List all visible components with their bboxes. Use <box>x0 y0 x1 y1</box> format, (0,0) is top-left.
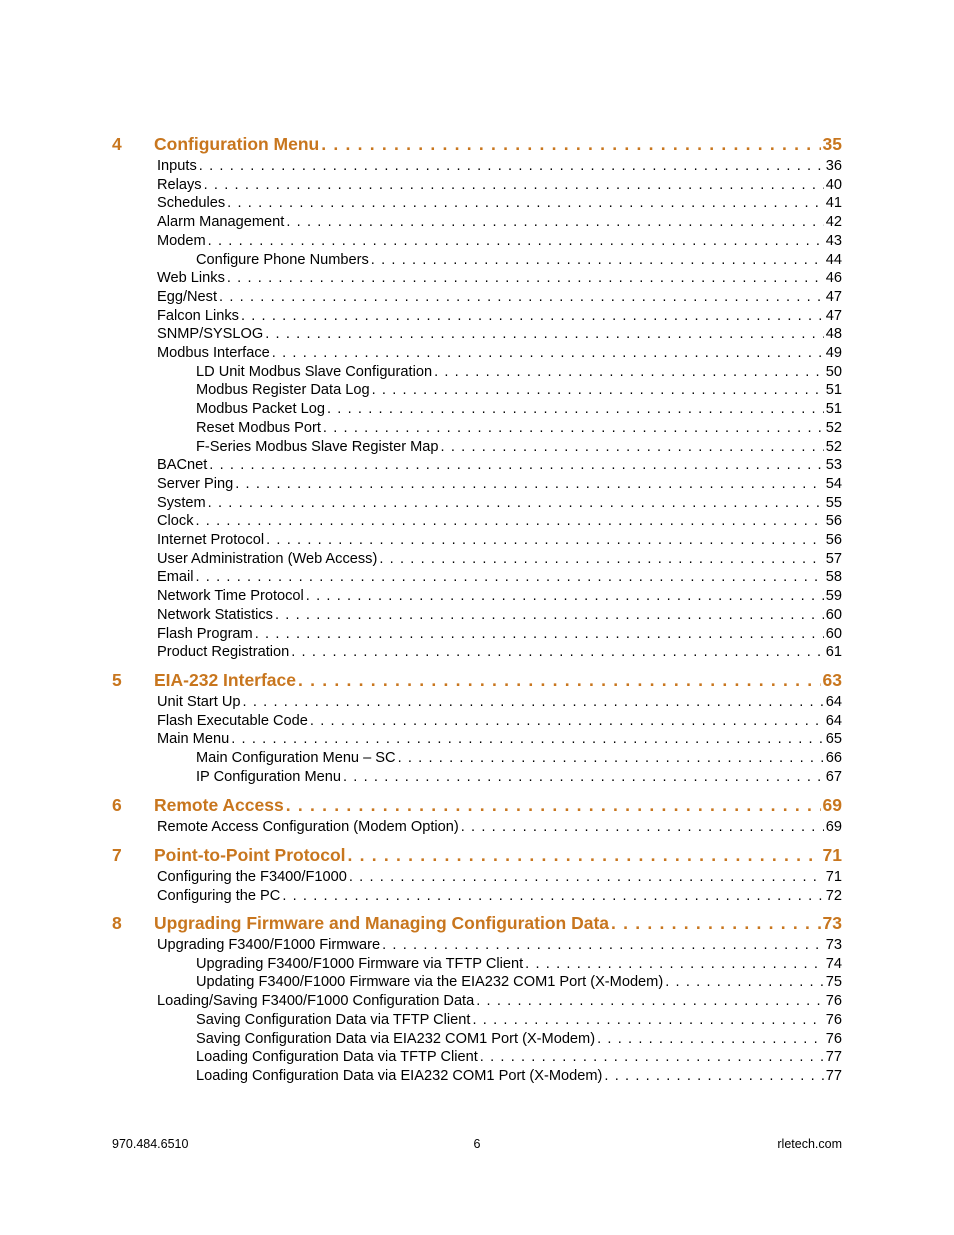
entry-page-number: 51 <box>825 401 842 418</box>
toc-entry[interactable] <box>157 176 842 194</box>
entry-page-number: 56 <box>825 532 842 548</box>
dot-leader <box>291 643 824 661</box>
entry-page-number: 71 <box>825 869 842 885</box>
dot-leader <box>272 344 824 362</box>
chapter-page-number: 69 <box>822 795 842 815</box>
toc-entry[interactable] <box>157 344 842 362</box>
entry-page-number: 42 <box>825 214 842 231</box>
toc-entry[interactable] <box>157 157 842 175</box>
entry-title: System <box>157 494 206 511</box>
entry-title: Configuring the PC <box>157 887 281 904</box>
entry-page-number: 44 <box>825 251 842 268</box>
entry-title: Egg/Nest <box>157 288 218 305</box>
entry-title: Unit Start Up <box>157 694 241 710</box>
toc-subentry[interactable] <box>196 749 842 767</box>
toc-entry[interactable] <box>157 625 842 643</box>
dot-leader <box>597 1030 824 1048</box>
toc-entry[interactable] <box>157 325 842 343</box>
entry-page-number: 72 <box>825 887 842 904</box>
entry-title: Remote Access Configuration (Modem Option) <box>157 819 459 835</box>
toc-subentry[interactable] <box>196 251 842 269</box>
dot-leader <box>275 606 824 624</box>
entry-page-number: 69 <box>825 819 842 835</box>
dot-leader <box>371 251 824 269</box>
entry-title: Product Registration <box>157 644 290 661</box>
dot-leader <box>196 568 824 586</box>
entry-title: IP Configuration Menu <box>196 768 341 785</box>
chapter-title: Point-to-Point Protocol <box>154 845 346 865</box>
chapter-heading[interactable] <box>112 844 842 866</box>
entry-page-number: 75 <box>825 974 842 991</box>
entry-page-number: 56 <box>825 513 842 530</box>
toc-subentry[interactable] <box>196 1067 842 1085</box>
entry-title: F-Series Modbus Slave Register Map <box>196 438 439 455</box>
entry-title: Network Statistics <box>157 606 273 623</box>
entry-page-number: 74 <box>825 955 842 972</box>
dot-leader <box>349 868 824 886</box>
chapter-heading[interactable] <box>112 912 842 934</box>
dot-leader <box>199 157 824 175</box>
entry-title: Server Ping <box>157 475 234 492</box>
toc-entry[interactable] <box>157 288 842 306</box>
dot-leader <box>461 818 824 836</box>
entry-title: Clock <box>157 513 194 530</box>
dot-leader <box>209 456 823 474</box>
toc-entry[interactable] <box>157 936 842 954</box>
dot-leader <box>227 269 824 287</box>
dot-leader <box>379 550 823 568</box>
toc-subentry[interactable] <box>196 1048 842 1066</box>
entry-title: Saving Configuration Data via EIA232 COM1 Port (X-Modem) <box>196 1030 596 1047</box>
entry-page-number: 53 <box>825 457 842 474</box>
entry-page-number: 41 <box>825 195 842 212</box>
entry-page-number: 52 <box>825 419 842 436</box>
footer-website: rletech.com <box>777 1137 842 1151</box>
entry-title: Loading/Saving F3400/F1000 Configuration Data <box>157 993 475 1010</box>
toc-entry[interactable] <box>157 232 842 250</box>
toc-entry[interactable] <box>157 494 842 512</box>
toc-subentry[interactable] <box>196 1011 842 1029</box>
dot-leader <box>480 1048 824 1066</box>
dot-leader <box>476 992 824 1010</box>
chapter-number: 6 <box>112 795 122 815</box>
chapter-title: Configuration Menu <box>154 134 320 154</box>
toc-entry[interactable] <box>157 887 842 905</box>
toc-entry[interactable] <box>157 213 842 231</box>
dot-leader <box>398 749 824 767</box>
entry-page-number: 46 <box>825 270 842 287</box>
entry-title: Flash Executable Code <box>157 712 308 729</box>
entry-page-number: 66 <box>825 750 842 767</box>
toc-subentry[interactable] <box>196 400 842 418</box>
entry-page-number: 76 <box>825 1011 842 1028</box>
dot-leader <box>611 912 821 934</box>
toc-entry[interactable] <box>157 550 842 568</box>
entry-title: Modbus Interface <box>157 345 270 361</box>
toc-subentry[interactable] <box>196 381 842 399</box>
dot-leader <box>472 1011 823 1029</box>
entry-page-number: 76 <box>825 1030 842 1047</box>
dot-leader <box>219 288 824 306</box>
entry-title: Modbus Register Data Log <box>196 382 370 399</box>
dot-leader <box>343 768 824 786</box>
dot-leader <box>323 419 824 437</box>
chapter-title: EIA-232 Interface <box>154 670 297 690</box>
dot-leader <box>434 363 824 381</box>
entry-page-number: 73 <box>825 937 842 953</box>
entry-title: Modem <box>157 232 206 249</box>
dot-leader <box>525 955 824 973</box>
dot-leader <box>227 194 824 212</box>
dot-leader <box>235 475 824 493</box>
entry-title: Reset Modbus Port <box>196 419 321 436</box>
toc-entry[interactable] <box>157 868 842 886</box>
entry-title: Configure Phone Numbers <box>196 251 369 268</box>
toc-entry[interactable] <box>157 512 842 530</box>
chapter-number: 8 <box>112 913 122 933</box>
toc-entry[interactable] <box>157 730 842 748</box>
chapter-title: Remote Access <box>154 795 284 815</box>
entry-page-number: 64 <box>825 712 842 729</box>
toc-entry[interactable] <box>157 194 842 212</box>
entry-title: Main Configuration Menu – SC <box>196 750 396 767</box>
entry-page-number: 51 <box>825 382 842 399</box>
entry-title: Loading Configuration Data via EIA232 COM1 Port (X-Modem) <box>196 1067 603 1084</box>
toc-entry[interactable] <box>157 587 842 605</box>
toc-entry[interactable] <box>157 712 842 730</box>
entry-page-number: 50 <box>825 363 842 380</box>
entry-title: Upgrading F3400/F1000 Firmware <box>157 937 381 953</box>
dot-leader <box>208 494 824 512</box>
toc-subentry[interactable] <box>196 768 842 786</box>
entry-page-number: 54 <box>825 475 842 492</box>
chapter-heading[interactable] <box>112 133 842 155</box>
entry-title: Configuring the F3400/F1000 <box>157 869 347 885</box>
entry-page-number: 77 <box>825 1067 842 1084</box>
entry-page-number: 76 <box>825 993 842 1010</box>
entry-page-number: 40 <box>825 176 842 193</box>
dot-leader <box>604 1067 823 1085</box>
toc-entry[interactable] <box>157 992 842 1010</box>
entry-page-number: 65 <box>825 731 842 748</box>
entry-page-number: 57 <box>825 550 842 567</box>
toc-entry[interactable] <box>157 269 842 287</box>
entry-title: Schedules <box>157 195 226 212</box>
entry-title: Saving Configuration Data via TFTP Client <box>196 1011 471 1028</box>
entry-page-number: 64 <box>825 694 842 710</box>
entry-page-number: 49 <box>825 345 842 361</box>
chapter-title: Upgrading Firmware and Managing Configuration Data <box>154 913 610 933</box>
chapter-number: 4 <box>112 134 122 154</box>
dot-leader <box>265 325 824 343</box>
toc-subentry[interactable] <box>196 438 842 456</box>
dot-leader <box>208 232 824 250</box>
entry-title: Inputs <box>157 158 197 174</box>
dot-leader <box>321 133 820 155</box>
entry-page-number: 77 <box>825 1049 842 1066</box>
entry-title: Modbus Packet Log <box>196 401 325 418</box>
entry-title: Internet Protocol <box>157 532 265 548</box>
toc-subentry[interactable] <box>196 419 842 437</box>
entry-title: Flash Program <box>157 625 253 642</box>
dot-leader <box>298 669 821 691</box>
chapter-heading[interactable] <box>112 669 842 691</box>
dot-leader <box>266 531 824 549</box>
dot-leader <box>204 176 824 194</box>
toc-subentry[interactable] <box>196 955 842 973</box>
toc-entry[interactable] <box>157 568 842 586</box>
entry-page-number: 60 <box>825 625 842 642</box>
chapter-page-number: 35 <box>822 134 842 154</box>
chapter-page-number: 73 <box>822 913 842 933</box>
toc-entry[interactable] <box>157 643 842 661</box>
dot-leader <box>282 887 823 905</box>
entry-title: Relays <box>157 176 202 193</box>
entry-title: Alarm Management <box>157 214 285 231</box>
entry-title: Falcon Links <box>157 307 239 324</box>
dot-leader <box>255 625 824 643</box>
dot-leader <box>243 693 824 711</box>
toc-entry[interactable] <box>157 693 842 711</box>
toc-entry[interactable] <box>157 475 842 493</box>
entry-title: BACnet <box>157 457 208 474</box>
toc-subentry[interactable] <box>196 973 842 991</box>
toc-entry[interactable] <box>157 818 842 836</box>
chapter-number: 7 <box>112 845 122 865</box>
chapter-page-number: 63 <box>822 670 842 690</box>
chapter-number: 5 <box>112 670 122 690</box>
entry-page-number: 59 <box>825 588 842 605</box>
entry-page-number: 52 <box>825 438 842 455</box>
entry-page-number: 47 <box>825 288 842 305</box>
dot-leader <box>382 936 824 954</box>
dot-leader <box>327 400 824 418</box>
dot-leader <box>231 730 824 748</box>
entry-page-number: 47 <box>825 307 842 324</box>
entry-title: Upgrading F3400/F1000 Firmware via TFTP Client <box>196 955 524 972</box>
dot-leader <box>441 438 824 456</box>
entry-title: LD Unit Modbus Slave Configuration <box>196 363 433 380</box>
dot-leader <box>665 973 824 991</box>
entry-title: Loading Configuration Data via TFTP Client <box>196 1049 478 1066</box>
entry-page-number: 48 <box>825 326 842 343</box>
footer-phone: 970.484.6510 <box>112 1137 189 1151</box>
chapter-page-number: 71 <box>822 845 842 865</box>
dot-leader <box>310 712 824 730</box>
toc-entry[interactable] <box>157 456 842 474</box>
dot-leader <box>196 512 824 530</box>
entry-title: SNMP/SYSLOG <box>157 326 264 343</box>
entry-page-number: 36 <box>825 158 842 174</box>
dot-leader <box>241 307 824 325</box>
entry-page-number: 55 <box>825 494 842 511</box>
chapter-heading[interactable] <box>112 794 842 816</box>
entry-page-number: 58 <box>825 569 842 586</box>
toc-subentry[interactable] <box>196 1030 842 1048</box>
entry-title: User Administration (Web Access) <box>157 550 378 567</box>
entry-title: Updating F3400/F1000 Firmware via the EIA232 COM1 Port (X-Modem) <box>196 974 664 991</box>
dot-leader <box>372 381 824 399</box>
toc-entry[interactable] <box>157 606 842 624</box>
toc-subentry[interactable] <box>196 363 842 381</box>
entry-page-number: 67 <box>825 768 842 785</box>
entry-page-number: 61 <box>825 644 842 661</box>
dot-leader <box>348 844 821 866</box>
entry-title: Main Menu <box>157 731 230 748</box>
toc-entry[interactable] <box>157 531 842 549</box>
entry-page-number: 43 <box>825 232 842 249</box>
entry-title: Web Links <box>157 270 225 287</box>
dot-leader <box>286 213 823 231</box>
entry-title: Network Time Protocol <box>157 588 304 605</box>
footer-page-number: 6 <box>473 1137 481 1151</box>
toc-entry[interactable] <box>157 307 842 325</box>
dot-leader <box>306 587 824 605</box>
entry-title: Email <box>157 569 194 586</box>
entry-page-number: 60 <box>825 606 842 623</box>
dot-leader <box>286 794 821 816</box>
